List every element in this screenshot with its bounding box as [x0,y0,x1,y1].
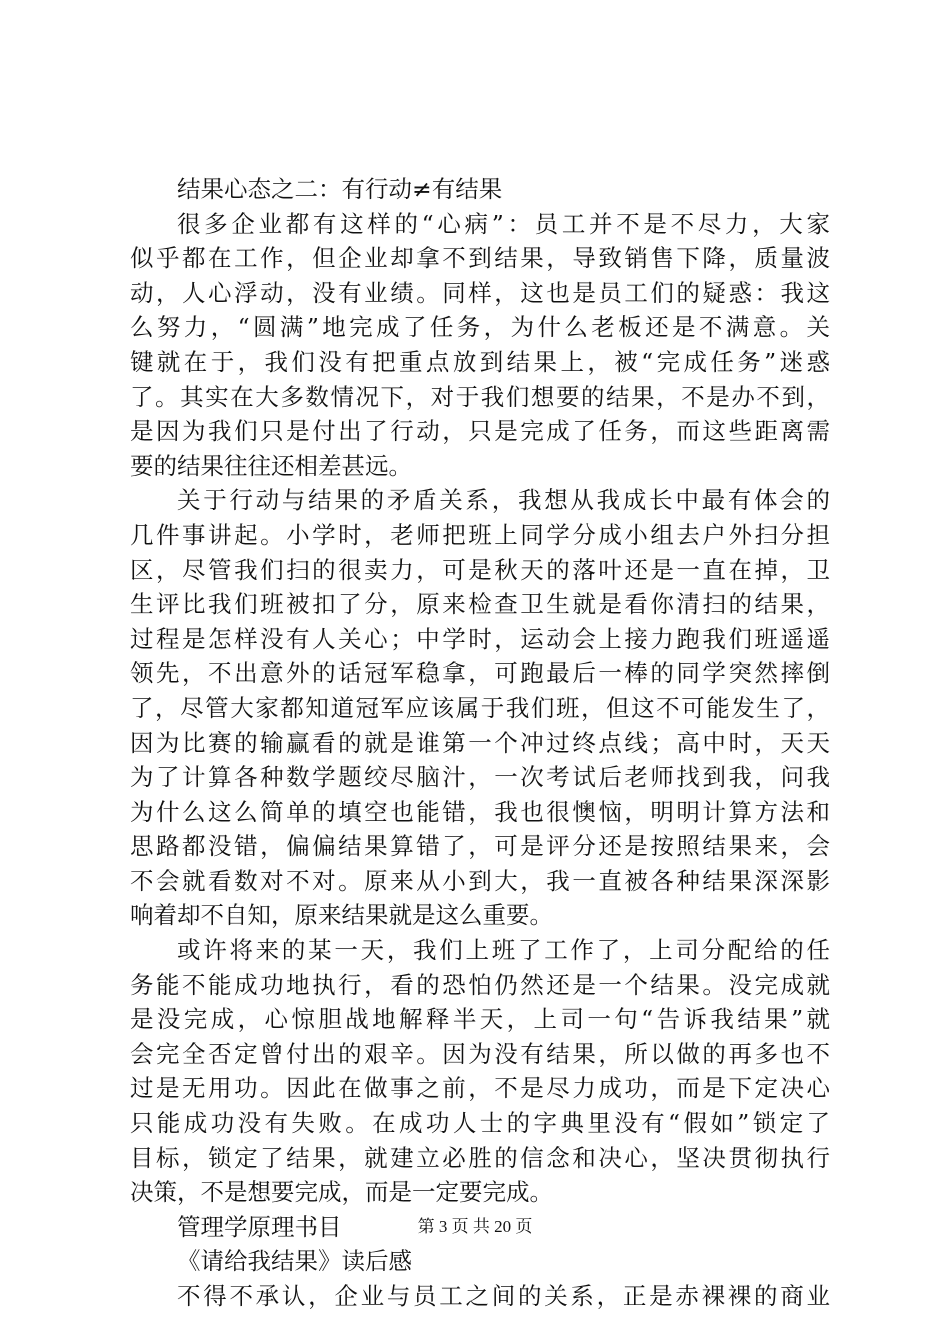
text-line: 过程是怎样没有人关心；中学时，运动会上接力跑我们班遥遥 [130,624,830,653]
text-line: 或许将来的某一天，我们上班了工作了，上司分配给的任 [177,936,830,965]
text-line: 不得不承认，企业与员工之间的关系，正是赤裸裸的商业 [177,1282,830,1310]
text-line: 目标，锁定了结果，就建立必胜的信念和决心，坚决贯彻执行 [130,1143,830,1172]
text-line: 似乎都在工作，但企业却拿不到结果，导致销售下降，质量波 [130,244,830,273]
text-line: 只能成功没有失败。在成功人士的字典里没有“假如”锁定了 [130,1109,830,1138]
document-body [130,172,830,1314]
text-line: 是没完成，心惊胆战地解释半天，上司一句“告诉我结果”就 [130,1005,830,1034]
text-line: 决策，不是想要完成，而是一定要完成。 [130,1178,553,1207]
text-line: 思路都没错，偏偏结果算错了，可是评分还是按照结果来，会 [130,832,830,861]
text-line: 结果心态之二：有行动≠有结果 [177,175,503,203]
text-line: 了，尽管大家都知道冠军应该属于我们班，但这不可能发生了， [130,693,830,722]
text-line: 为了计算各种数学题绞尽脑汁，一次考试后老师找到我，问我 [130,763,830,792]
text-line: 不会就看数对不对。原来从小到大，我一直被各种结果深深影 [130,866,830,895]
text-line: 《请给我结果》读后感 [177,1247,412,1276]
text-line: 几件事讲起。小学时，老师把班上同学分成小组去户外扫分担 [130,520,830,549]
text-line: 领先，不出意外的话冠军稳拿，可跑最后一棒的同学突然摔倒 [130,659,830,688]
text-line: 生评比我们班被扣了分，原来检查卫生就是看你清扫的结果， [130,590,830,619]
text-line: 为什么这么简单的填空也能错，我也很懊恼，明明计算方法和 [130,797,830,826]
text-line: 么努力，“圆满”地完成了任务，为什么老板还是不满意。关 [130,313,830,342]
text-line: 务能不能成功地执行，看的恐怕仍然还是一个结果。没完成就 [130,970,830,999]
text-line: 是因为我们只是付出了行动，只是完成了任务，而这些距离需 [130,417,830,446]
text-line: 响着却不自知，原来结果就是这么重要。 [130,901,553,930]
text-line: 动，人心浮动，没有业绩。同样，这也是员工们的疑惑：我这 [130,278,830,307]
text-line: 关于行动与结果的矛盾关系，我想从我成长中最有体会的 [177,486,830,515]
text-line: 管理学原理书目 [177,1212,342,1241]
text-line: 过是无用功。因此在做事之前，不是尽力成功，而是下定决心 [130,1074,830,1103]
text-line: 要的结果往往还相差甚远。 [130,451,412,480]
text-line: 会完全否定曾付出的艰辛。因为没有结果，所以做的再多也不 [130,1039,830,1068]
text-line: 了。其实在大多数情况下，对于我们想要的结果，不是办不到， [130,382,830,411]
text-line: 很多企业都有这样的“心病”：员工并不是不尽力，大家 [177,209,830,238]
text-line: 键就在于，我们没有把重点放到结果上，被“完成任务”迷惑 [130,347,830,376]
page-footer: 第 3 页 共 20 页 [417,1217,533,1236]
text-line: 区，尽管我们扫的很卖力，可是秋天的落叶还是一直在掉，卫 [130,555,830,584]
text-line: 因为比赛的输赢看的就是谁第一个冲过终点线；高中时，天天 [130,728,830,757]
